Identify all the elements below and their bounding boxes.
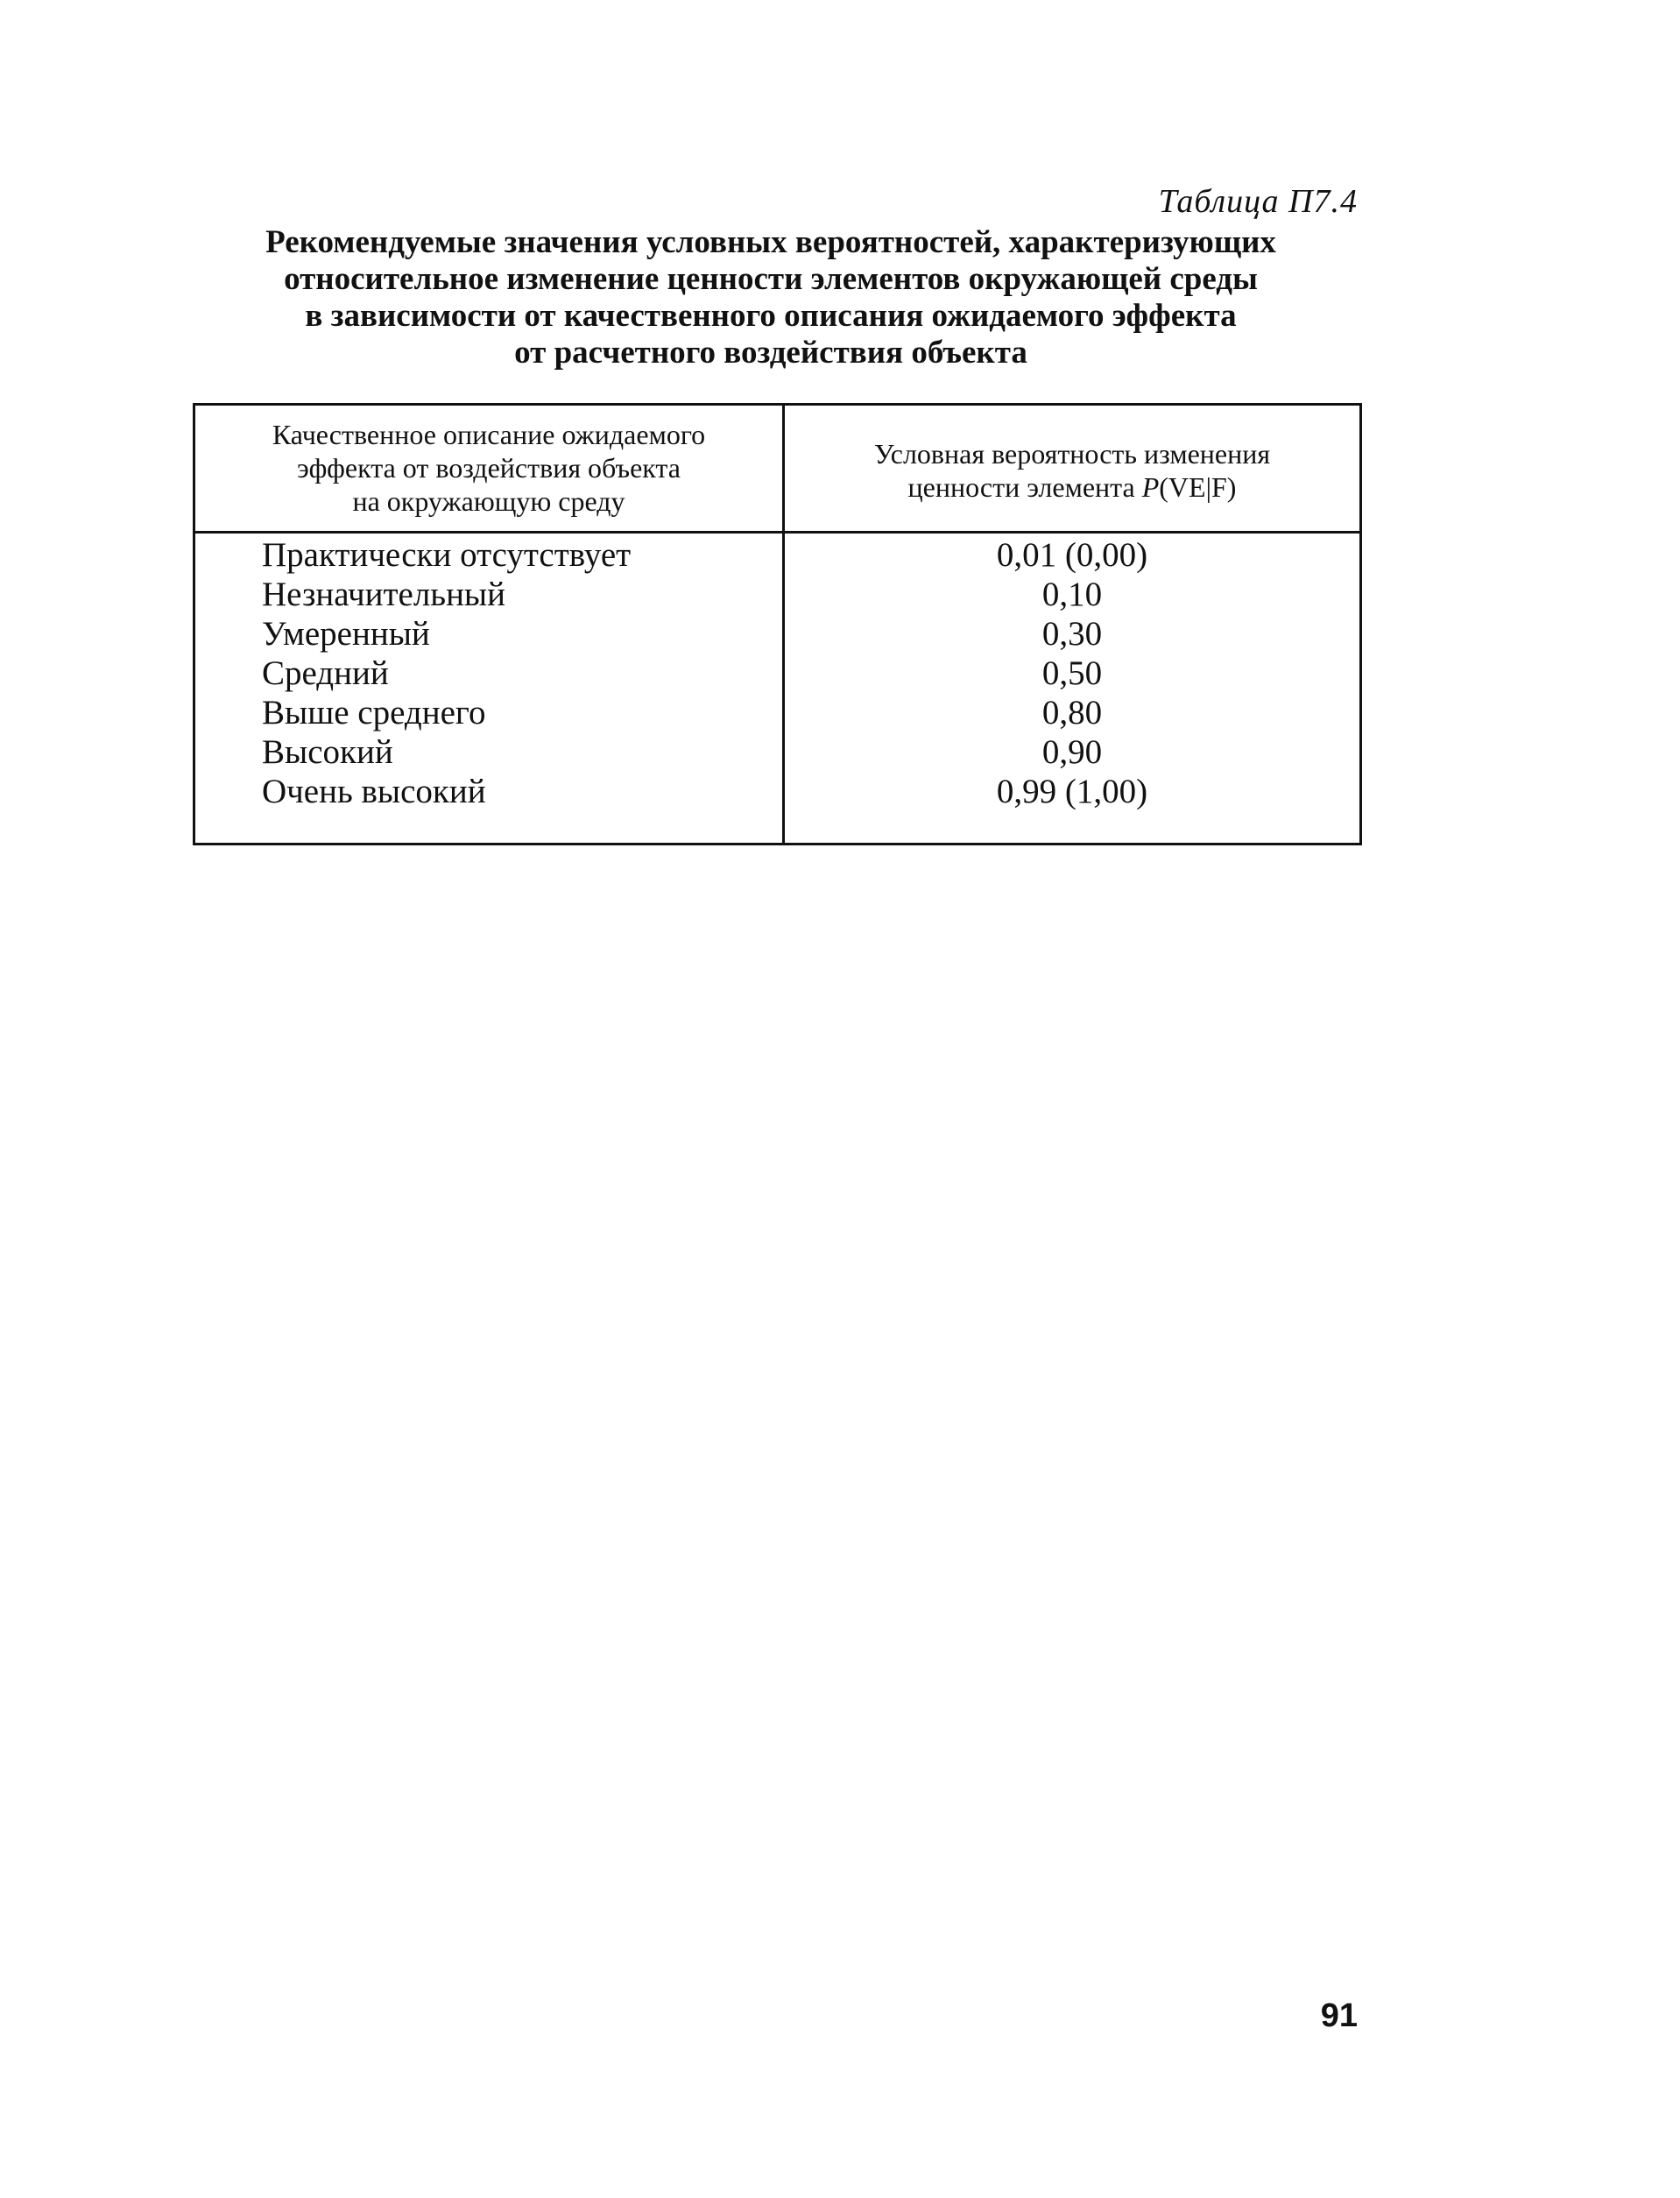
row-value: 0,50 [1041, 654, 1103, 692]
row-value: 0,10 [1041, 576, 1103, 613]
probability-table [193, 403, 1362, 845]
header-probability [785, 437, 1359, 504]
header-probability-line [785, 470, 1359, 504]
row-description: Средний [262, 654, 389, 692]
table-row [195, 732, 1359, 772]
table-label: Таблица П7.4 [1158, 183, 1358, 220]
table-row [195, 535, 1359, 575]
row-description: Умеренный [262, 615, 430, 653]
table-title-line: в зависимости от качественного описания ожидаемого эффекта [305, 298, 1237, 334]
table-row [195, 575, 1359, 614]
table-body [195, 535, 1359, 811]
probability-symbol: P [1141, 471, 1160, 503]
header-description-line: Качественное описание ожидаемого [272, 419, 706, 450]
row-description: Выше среднего [262, 694, 486, 731]
table-title-line: от расчетного воздействия объекта [514, 335, 1027, 371]
row-description: Очень высокий [262, 773, 486, 810]
table-row [195, 772, 1359, 811]
row-value: 0,90 [1041, 733, 1103, 771]
header-description [195, 418, 782, 518]
row-value: 0,01 (0,00) [996, 536, 1148, 574]
header-rule [195, 531, 1359, 534]
table-row [195, 693, 1359, 732]
row-value: 0,99 (1,00) [996, 773, 1148, 810]
page-number: 91 [1320, 1997, 1358, 2034]
table-title-line: относительное изменение ценности элементов окружающей среды [284, 261, 1258, 297]
header-probability-line: Условная вероятность изменения [873, 438, 1271, 470]
row-value: 0,30 [1041, 615, 1103, 653]
table-row [195, 654, 1359, 693]
header-probability-text: ценности элемента [907, 471, 1142, 503]
probability-condition: (VE|F) [1159, 471, 1237, 503]
row-description: Незначительный [262, 576, 506, 613]
table-title [193, 224, 1349, 371]
row-description: Высокий [262, 733, 393, 771]
table-row [195, 614, 1359, 654]
table-title-line: Рекомендуемые значения условных вероятностей, характеризующих [265, 224, 1276, 260]
row-description: Практически отсутствует [262, 536, 632, 574]
row-value: 0,80 [1041, 694, 1103, 731]
header-description-line: на окружающую среду [352, 485, 625, 517]
header-description-line: эффекта от воздействия объекта [297, 452, 681, 484]
